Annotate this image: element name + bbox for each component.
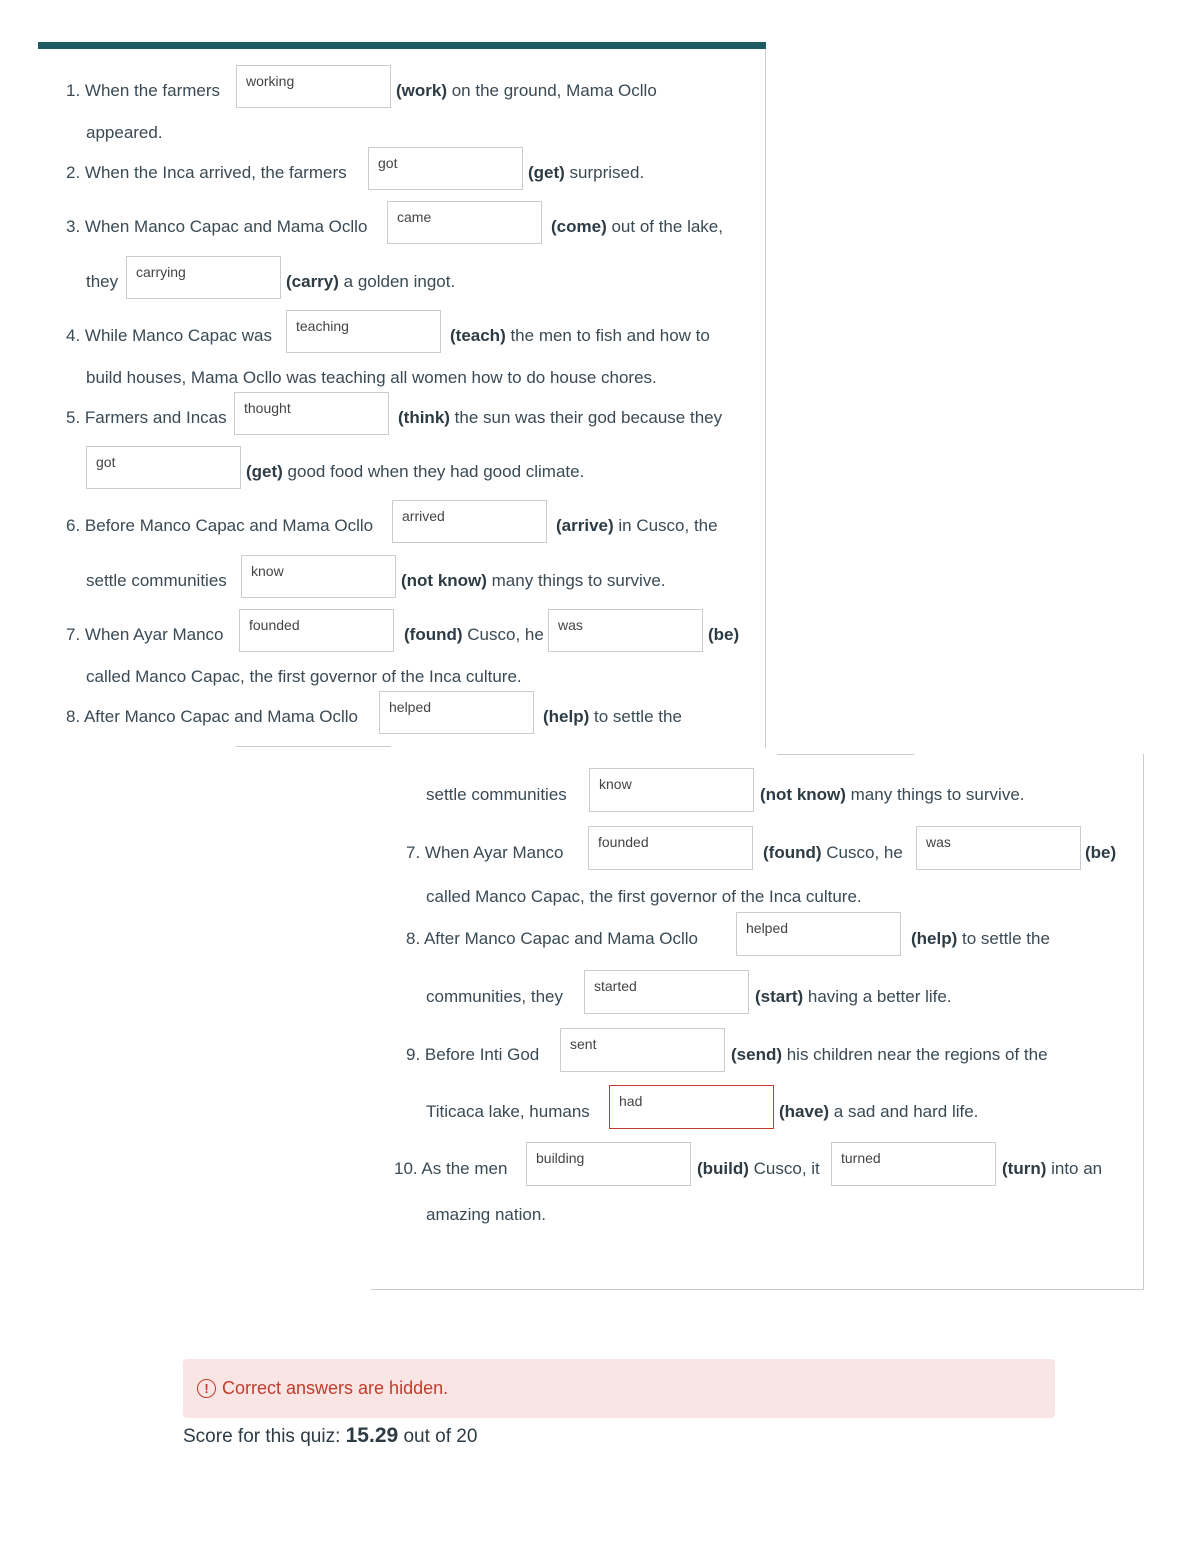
q6-verb-line-2	[401, 570, 666, 592]
q7-verb-line-2	[708, 624, 739, 646]
q6-text-2: settle communities	[86, 571, 227, 590]
q2-text: 2. When the Inca arrived, the farmers	[66, 163, 347, 182]
p2-q7-verb-line	[763, 842, 903, 864]
q8-text: 8. After Manco Capac and Mama Ocllo	[66, 707, 358, 726]
q3-post: out of the lake,	[606, 217, 723, 236]
q6b-post: many things to survive.	[845, 785, 1025, 804]
score-label: Score for this quiz:	[183, 1426, 346, 1447]
p2-q7-verb-2: (be)	[1085, 843, 1117, 862]
quiz-panel-bottom	[371, 754, 1144, 1290]
q1-post: on the ground, Mama Ocllo	[447, 81, 657, 100]
p2-q7-continuation: called Manco Capac, the first governor of the Inca culture.	[426, 887, 862, 906]
q1-answer-input[interactable]: working	[236, 65, 391, 108]
p2-q8-verb-line	[911, 928, 1050, 950]
p2-q8-text: 8. After Manco Capac and Mama Ocllo	[406, 929, 698, 948]
q7-answer-input-2[interactable]: was	[548, 609, 703, 652]
p2-q8-post-2: having a better life.	[803, 987, 952, 1006]
q5-verb: (think)	[398, 408, 450, 427]
q9-answer-input-2-incorrect[interactable]: had	[609, 1085, 774, 1129]
p2-q7-verb-line-2	[1085, 842, 1116, 864]
cut-input-edge-2	[777, 754, 914, 755]
q8-post: to settle the	[589, 707, 682, 726]
q3-verb-line	[551, 216, 723, 238]
q5-verb-line	[398, 407, 722, 429]
q8-verb-line	[543, 706, 682, 728]
q3-answer-input[interactable]: came	[387, 201, 542, 244]
q9-post: his children near the regions of the	[782, 1045, 1048, 1064]
q7-verb-2: (be)	[708, 625, 740, 644]
q6-post: in Cusco, the	[613, 516, 718, 535]
q7-answer-input[interactable]: founded	[239, 609, 394, 652]
q4-verb: (teach)	[450, 326, 506, 345]
q3-text: 3. When Manco Capac and Mama Ocllo	[66, 217, 368, 236]
q6-post-2: many things to survive.	[486, 571, 666, 590]
q10-text: 10. As the men	[394, 1159, 508, 1178]
q9-post-2: a sad and hard life.	[829, 1102, 979, 1121]
q7-text: 7. When Ayar Manco	[66, 625, 224, 644]
q6b-verb-line	[760, 784, 1025, 806]
q1-continuation: appeared.	[86, 123, 163, 142]
q1-text: 1. When the farmers	[66, 81, 221, 100]
q10-verb-2: (turn)	[1002, 1159, 1047, 1178]
q3-verb-line-2	[286, 271, 455, 293]
q10-answer-input-2[interactable]: turned	[831, 1142, 996, 1186]
q9-verb-2: (have)	[779, 1102, 830, 1121]
q6b-answer-input[interactable]: know	[589, 768, 754, 812]
p2-q7-answer-input-2[interactable]: was	[916, 826, 1081, 870]
p2-q8-post: to settle the	[957, 929, 1050, 948]
p2-q7-mid: Cusco, he	[821, 843, 903, 862]
q9-verb-line	[731, 1044, 1048, 1066]
p2-q8-answer-input[interactable]: helped	[736, 912, 901, 956]
quiz-panel-top	[38, 42, 766, 748]
q6-text: 6. Before Manco Capac and Mama Ocllo	[66, 516, 374, 535]
p2-q7-verb: (found)	[763, 843, 822, 862]
q6-verb-line	[556, 515, 718, 537]
q9-verb-line-2	[779, 1101, 978, 1123]
q7-verb: (found)	[404, 625, 463, 644]
q9-verb: (send)	[731, 1045, 782, 1064]
q5-post-2: good food when they had good climate.	[282, 462, 585, 481]
p2-q7-answer-input[interactable]: founded	[588, 826, 753, 870]
p2-q8-verb-2: (start)	[755, 987, 804, 1006]
cut-input-edge	[236, 746, 391, 747]
q10-verb-line	[697, 1158, 820, 1180]
banner-text: Correct answers are hidden.	[222, 1378, 449, 1398]
q1-verb: (work)	[396, 81, 447, 100]
q3-post-2: a golden ingot.	[338, 272, 456, 291]
q7-continuation: called Manco Capac, the first governor of the Inca culture.	[86, 667, 522, 686]
q10-continuation: amazing nation.	[426, 1205, 547, 1224]
q4-answer-input[interactable]: teaching	[286, 310, 441, 353]
q2-verb: (get)	[528, 163, 565, 182]
q2-answer-input[interactable]: got	[368, 147, 523, 190]
q3-verb: (come)	[551, 217, 607, 236]
q9-text-2: Titicaca lake, humans	[426, 1102, 590, 1121]
q3-verb-2: (carry)	[286, 272, 339, 291]
q3-answer-input-2[interactable]: carrying	[126, 256, 281, 299]
q8-verb: (help)	[543, 707, 590, 726]
warning-icon: !	[197, 1379, 216, 1398]
q10-mid: Cusco, it	[748, 1159, 820, 1178]
q10-answer-input[interactable]: building	[526, 1142, 691, 1186]
q6-verb: (arrive)	[556, 516, 614, 535]
q6b-verb: (not know)	[760, 785, 846, 804]
p2-q7-text: 7. When Ayar Manco	[406, 843, 564, 862]
score-suffix: out of 20	[398, 1426, 478, 1447]
q5-answer-input-2[interactable]: got	[86, 446, 241, 489]
q2-post: surprised.	[564, 163, 645, 182]
q7-verb-line	[404, 624, 544, 646]
p2-q8-text-2: communities, they	[426, 987, 563, 1006]
q5-verb-line-2	[246, 461, 584, 483]
q10-verb: (build)	[697, 1159, 749, 1178]
q4-text: 4. While Manco Capac was	[66, 326, 272, 345]
p2-q8-answer-input-2[interactable]: started	[584, 970, 749, 1014]
q6-answer-input[interactable]: arrived	[392, 500, 547, 543]
q9-text: 9. Before Inti God	[406, 1045, 540, 1064]
q4-post: the men to fish and how to	[505, 326, 710, 345]
q8-answer-input[interactable]: helped	[379, 691, 534, 734]
q5-verb-2: (get)	[246, 462, 283, 481]
q7-mid: Cusco, he	[462, 625, 544, 644]
q6b-text: settle communities	[426, 785, 567, 804]
score-value: 15.29	[345, 1424, 399, 1447]
answers-hidden-banner	[183, 1359, 1055, 1418]
q4-verb-line	[450, 325, 710, 347]
q2-verb-line	[528, 162, 644, 184]
q3-text-2: they	[86, 272, 119, 291]
q6-answer-input-2[interactable]: know	[241, 555, 396, 598]
q4-continuation: build houses, Mama Ocllo was teaching all women how to do house chores.	[86, 368, 657, 387]
q5-answer-input[interactable]: thought	[234, 392, 389, 435]
q5-post: the sun was their god because they	[449, 408, 723, 427]
q10-verb-line-2	[1002, 1158, 1102, 1180]
p2-q8-verb-line-2	[755, 986, 952, 1008]
q10-post: into an	[1046, 1159, 1103, 1178]
q1-verb-line	[396, 80, 657, 102]
accent-bar	[38, 42, 766, 49]
q5-text: 5. Farmers and Incas	[66, 408, 227, 427]
q9-answer-input[interactable]: sent	[560, 1028, 725, 1072]
p2-q8-verb: (help)	[911, 929, 958, 948]
q6-verb-2: (not know)	[401, 571, 487, 590]
quiz-score	[183, 1423, 477, 1450]
